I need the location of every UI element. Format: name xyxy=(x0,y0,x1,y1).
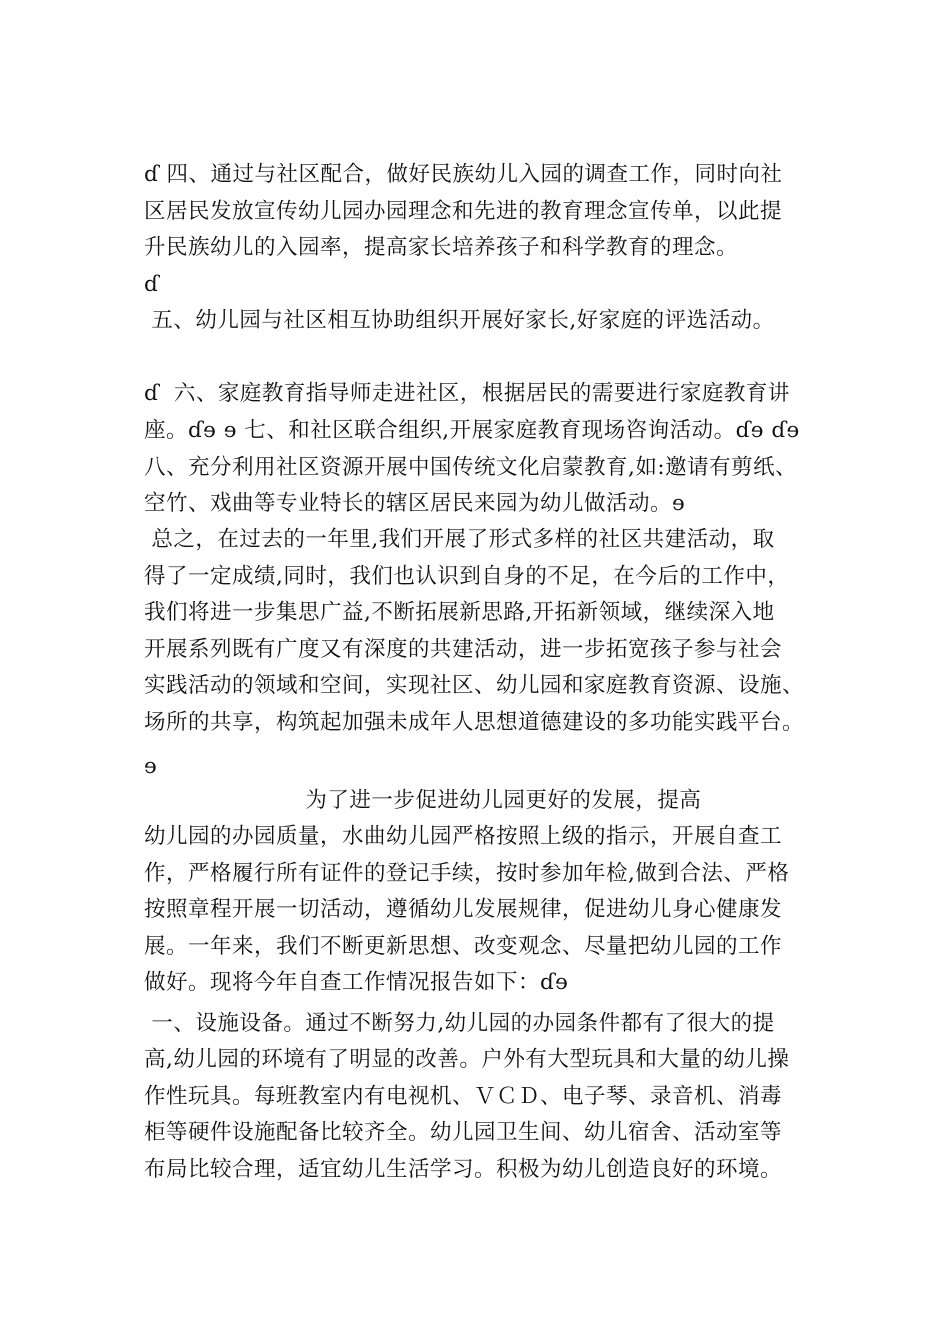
text-line: 我们将进一步集思广益,不断拓展新思路,开拓新领域，继续深入地 xyxy=(144,600,775,625)
text-line: 升民族幼儿的入园率，提高家长培养孩子和科学教育的理念。 xyxy=(144,235,739,260)
text-line: 八、充分利用社区资源开展中国传统文化启蒙教育,如:邀请有剪纸、 xyxy=(144,455,798,480)
text-line: ɘ xyxy=(144,754,158,779)
text-line: 幼儿园的办园质量，水曲幼儿园严格按照上级的指示，开展自查工 xyxy=(144,824,783,849)
text-line: 作，严格履行所有证件的登记手续，按时参加年检,做到合法、严格 xyxy=(144,861,790,886)
text-line: 座。ɗɘ ɘ 七、和社区联合组织,开展家庭教育现场咨询活动。ɗɘ ɗɘ xyxy=(144,418,800,443)
text-line: 五、幼儿园与社区相互协助组织开展好家长,好家庭的评选活动。 xyxy=(144,308,775,333)
text-line: 总之，在过去的一年里,我们开展了形式多样的社区共建活动，取 xyxy=(144,527,775,552)
text-line: 柜等硬件设施配备比较齐全。幼儿园卫生间、幼儿宿舍、活动室等 xyxy=(144,1120,783,1145)
text-line: 开展系列既有广度又有深度的共建活动，进一步拓宽孩子参与社会 xyxy=(144,637,783,662)
text-line: ɗ 四、通过与社区配合，做好民族幼儿入园的调查工作，同时向社 xyxy=(144,162,783,187)
text-line: 为了进一步促进幼儿园更好的发展，提高 xyxy=(144,788,702,813)
text-line: 得了一定成绩,同时，我们也认识到自身的不足，在今后的工作中， xyxy=(144,564,790,589)
text-line: 场所的共享，构筑起加强未成年人思想道德建设的多功能实践平台。 xyxy=(144,710,805,735)
text-line: 展。一年来，我们不断更新思想、改变观念、尽量把幼儿园的工作 xyxy=(144,934,783,959)
text-line: 按照章程开展一切活动，遵循幼儿发展规律，促进幼儿身心健康发 xyxy=(144,897,783,922)
text-line: ɗ 六、家庭教育指导师走进社区，根据居民的需要进行家庭教育讲 xyxy=(144,381,790,406)
text-line: 空竹、戏曲等专业特长的辖区居民来园为幼儿做活动。ɘ xyxy=(144,491,686,516)
text-line: 高,幼儿园的环境有了明显的改善。户外有大型玩具和大量的幼儿操 xyxy=(144,1047,790,1072)
text-line: 作性玩具。每班教室内有电视机、ＶＣＤ、电子琴、录音机、消毒 xyxy=(144,1084,783,1109)
text-line: 布局比较合理，适宜幼儿生活学习。积极为幼儿创造良好的环境。 xyxy=(144,1157,783,1182)
text-line: 一、设施设备。通过不断努力,幼儿园的办园条件都有了很大的提 xyxy=(144,1011,775,1036)
text-line: 区居民发放宣传幼儿园办园理念和先进的教育理念宣传单，以此提 xyxy=(144,199,783,224)
text-line: 实践活动的领域和空间，实现社区、幼儿园和家庭教育资源、设施、 xyxy=(144,673,805,698)
text-line: 做好。现将今年自查工作情况报告如下：ɗɘ xyxy=(144,970,569,995)
text-line: ɗ xyxy=(144,272,160,297)
